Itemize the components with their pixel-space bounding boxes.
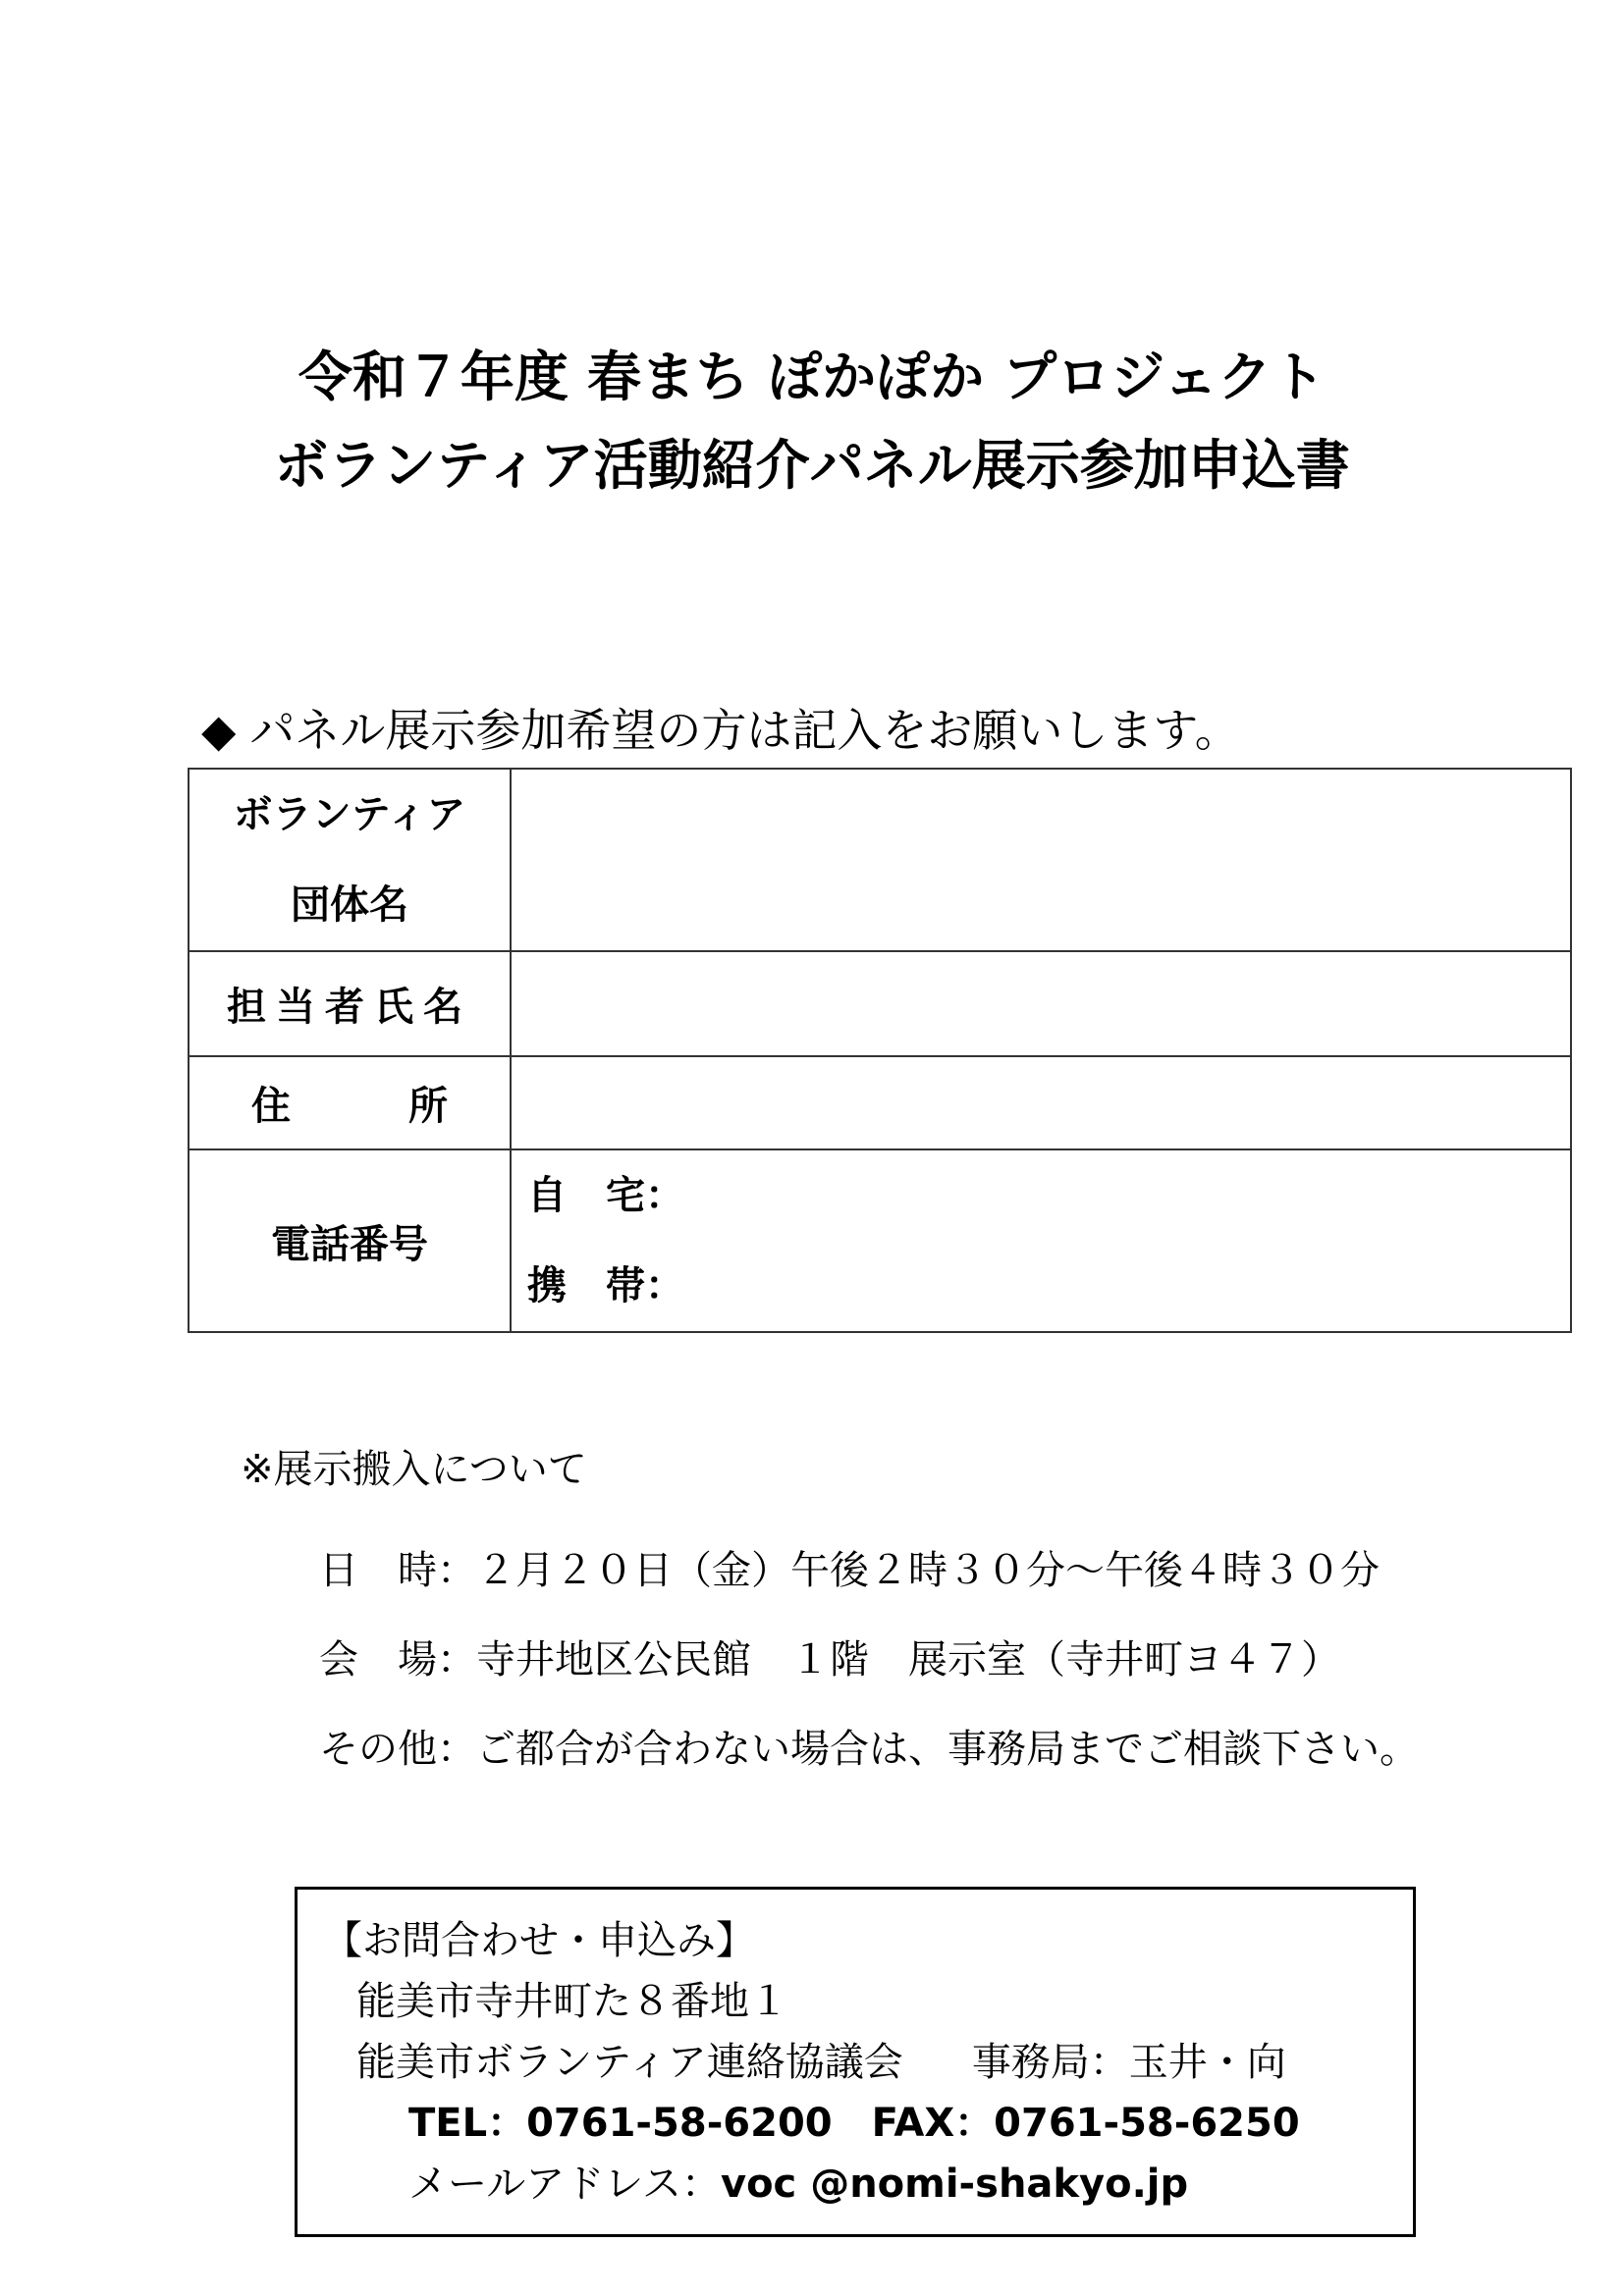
phone-label: 電話番号	[189, 1149, 511, 1332]
phone-fields	[511, 1149, 1571, 1332]
instruction-text: パネル展示参加希望の方は記入をお願いします。	[249, 704, 1240, 757]
group-name-label	[189, 769, 511, 951]
contact-box	[295, 1887, 1416, 2237]
group-name-label-line1: ボランティア	[233, 792, 466, 837]
address-row	[189, 1056, 1571, 1149]
contact-heading: 【お問合わせ・申込み】	[323, 1918, 755, 1963]
phone-home-label: 自 宅：	[527, 1173, 684, 1218]
notes-datetime: 日 時：２月２０日（金）午後２時３０分～午後４時３０分	[319, 1548, 1380, 1593]
notes-venue: 会 場：寺井地区公民館 １階 展示室（寺井町ヨ４７）	[319, 1637, 1340, 1682]
instruction	[201, 695, 1240, 760]
contact-person-field[interactable]	[511, 951, 1571, 1056]
phone-home-line	[527, 1150, 1570, 1241]
contact-person-row	[189, 951, 1571, 1056]
contact-person-label: 担当者氏名	[189, 951, 511, 1056]
address-label	[189, 1056, 511, 1149]
contact-email[interactable]: voc @nomi-shakyo.jp	[721, 2162, 1189, 2207]
notes-other: その他：ご都合が合わない場合は、事務局までご相談下さい。	[319, 1727, 1419, 1772]
address-label-part1: 住	[251, 1084, 291, 1129]
contact-secretariat: 事務局：玉井・向	[971, 2040, 1286, 2085]
contact-organization: 能美市ボランティア連絡協議会	[356, 2040, 903, 2085]
contact-fax: FAX：0761-58-6250	[871, 2101, 1300, 2146]
contact-organization-line	[356, 2031, 1286, 2087]
diamond-icon: ◆	[201, 704, 237, 757]
phone-row	[189, 1149, 1571, 1332]
notes-heading: ※展示搬入について	[241, 1447, 587, 1492]
contact-email-line	[408, 2153, 1188, 2209]
address-label-part2: 所	[408, 1084, 448, 1129]
contact-email-label: メールアドレス：	[408, 2162, 721, 2207]
group-name-label-line2: 団体名	[291, 882, 408, 928]
address-field[interactable]	[511, 1056, 1571, 1149]
form-title-line1: 令和７年度 春まち ぽかぽか プロジェクト	[298, 346, 1326, 408]
contact-tel: TEL：0761-58-6200	[408, 2101, 833, 2146]
form-title-line2: ボランティア活動紹介パネル展示参加申込書	[274, 434, 1350, 497]
contact-phone-line	[408, 2092, 1300, 2148]
application-form-table	[188, 768, 1572, 1333]
delivery-notes	[241, 1438, 1419, 1779]
group-name-field[interactable]	[511, 769, 1571, 951]
contact-address: 能美市寺井町た８番地１	[356, 1979, 788, 2024]
phone-mobile-line	[527, 1241, 1570, 1331]
group-name-row	[189, 769, 1571, 951]
phone-mobile-label: 携 帯：	[527, 1263, 684, 1308]
